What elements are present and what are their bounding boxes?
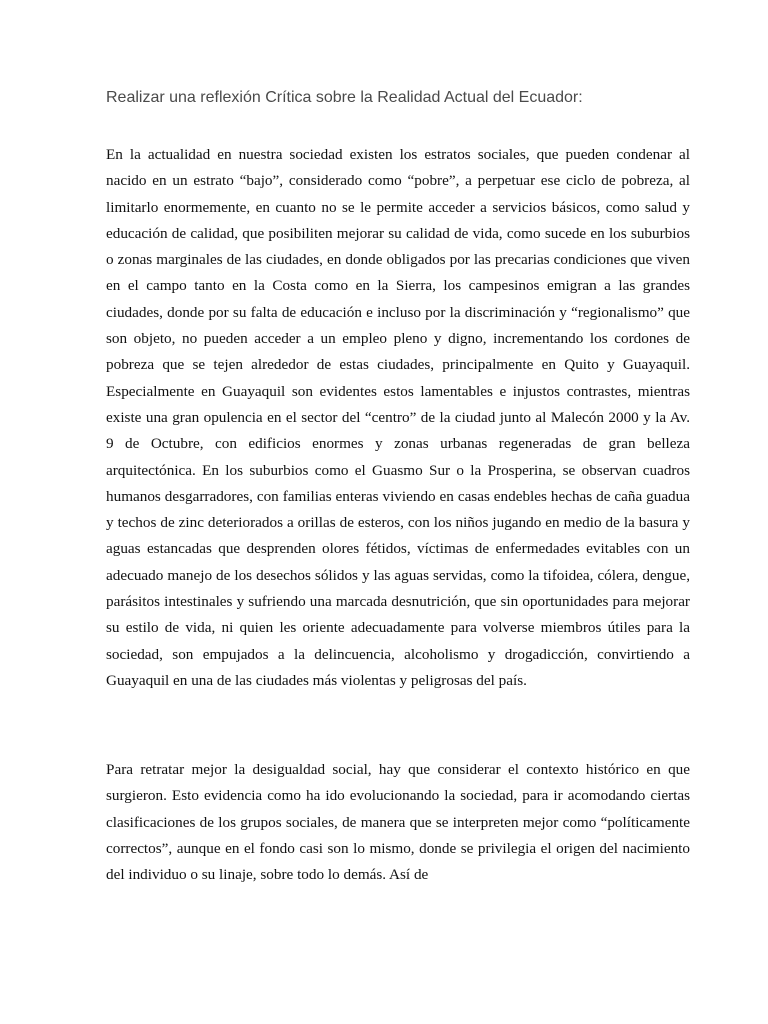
paragraph-1: En la actualidad en nuestra sociedad existen los estratos sociales, que pueden condenar al nacido en un estrato “bajo”, considerado como “pobre”, a perpetuar ese ciclo de pobreza, al limitarlo enormemente, en cuanto no se le permite acceder a servicios básicos, como salud y educación de calidad, que posibiliten mejorar su calidad de vida, como sucede en los suburbios o zonas marginales de las ciudades, en donde obligados por las precarias condiciones que viven en el campo tanto en la Costa como en la Sierra, los campesinos emigran a las grandes ciudades, donde por su falta de educación e incluso por la discriminación y “regionalismo” que son objeto, no pueden acceder a un empleo pleno y digno, incrementando los cordones de pobreza que se tejen alrededor de estas ciudades, principalmente en Quito y Guayaquil. Especialmente en Guayaquil son evidentes estos lamentables e injustos contrastes, mientras existe una gran opulencia en el sector del “centro” de la ciudad junto al Malecón 2000 y la Av. 9 de Octubre, con edificios enormes y zonas urbanas regeneradas de gran belleza arquitectónica. En los suburbios como el Guasmo Sur o la Prosperina, se observan cuadros humanos desgarradores, con familias enteras viviendo en casas endebles hechas de caña guadua y techos de zinc deteriorados a orillas de esteros, con los niños jugando en medio de la basura y aguas estancadas que desprenden olores fétidos, víctimas de enfermedades evitables con un adecuado manejo de los desechos sólidos y las aguas servidas, como la tifoidea, cólera, dengue, parásitos intestinales y sufriendo una marcada desnutrición, que sin oportunidades para mejorar su estilo de vida, ni quien les oriente adecuadamente para volverse miembros útiles para la sociedad, son empujados a la delincuencia, alcoholismo y drogadicción, convirtiendo a Guayaquil en una de las ciudades más violentas y peligrosas del país. — [106, 146, 690, 689]
paragraph-2: Para retratar mejor la desigualdad social, hay que considerar el contexto histórico en que surgieron. Esto evidencia como ha ido evolucionando la sociedad, para ir acomodando ciertas clasificaciones de los grupos sociales, de manera que se interpreten mejor como “políticamente correctos”, aunque en el fondo casi son lo mismo, donde se privilegia el origen del nacimiento del individuo o su linaje, sobre todo lo demás. Así de — [106, 761, 690, 884]
document-heading: Realizar una reflexión Crítica sobre la Realidad Actual del Ecuador: — [106, 89, 583, 106]
